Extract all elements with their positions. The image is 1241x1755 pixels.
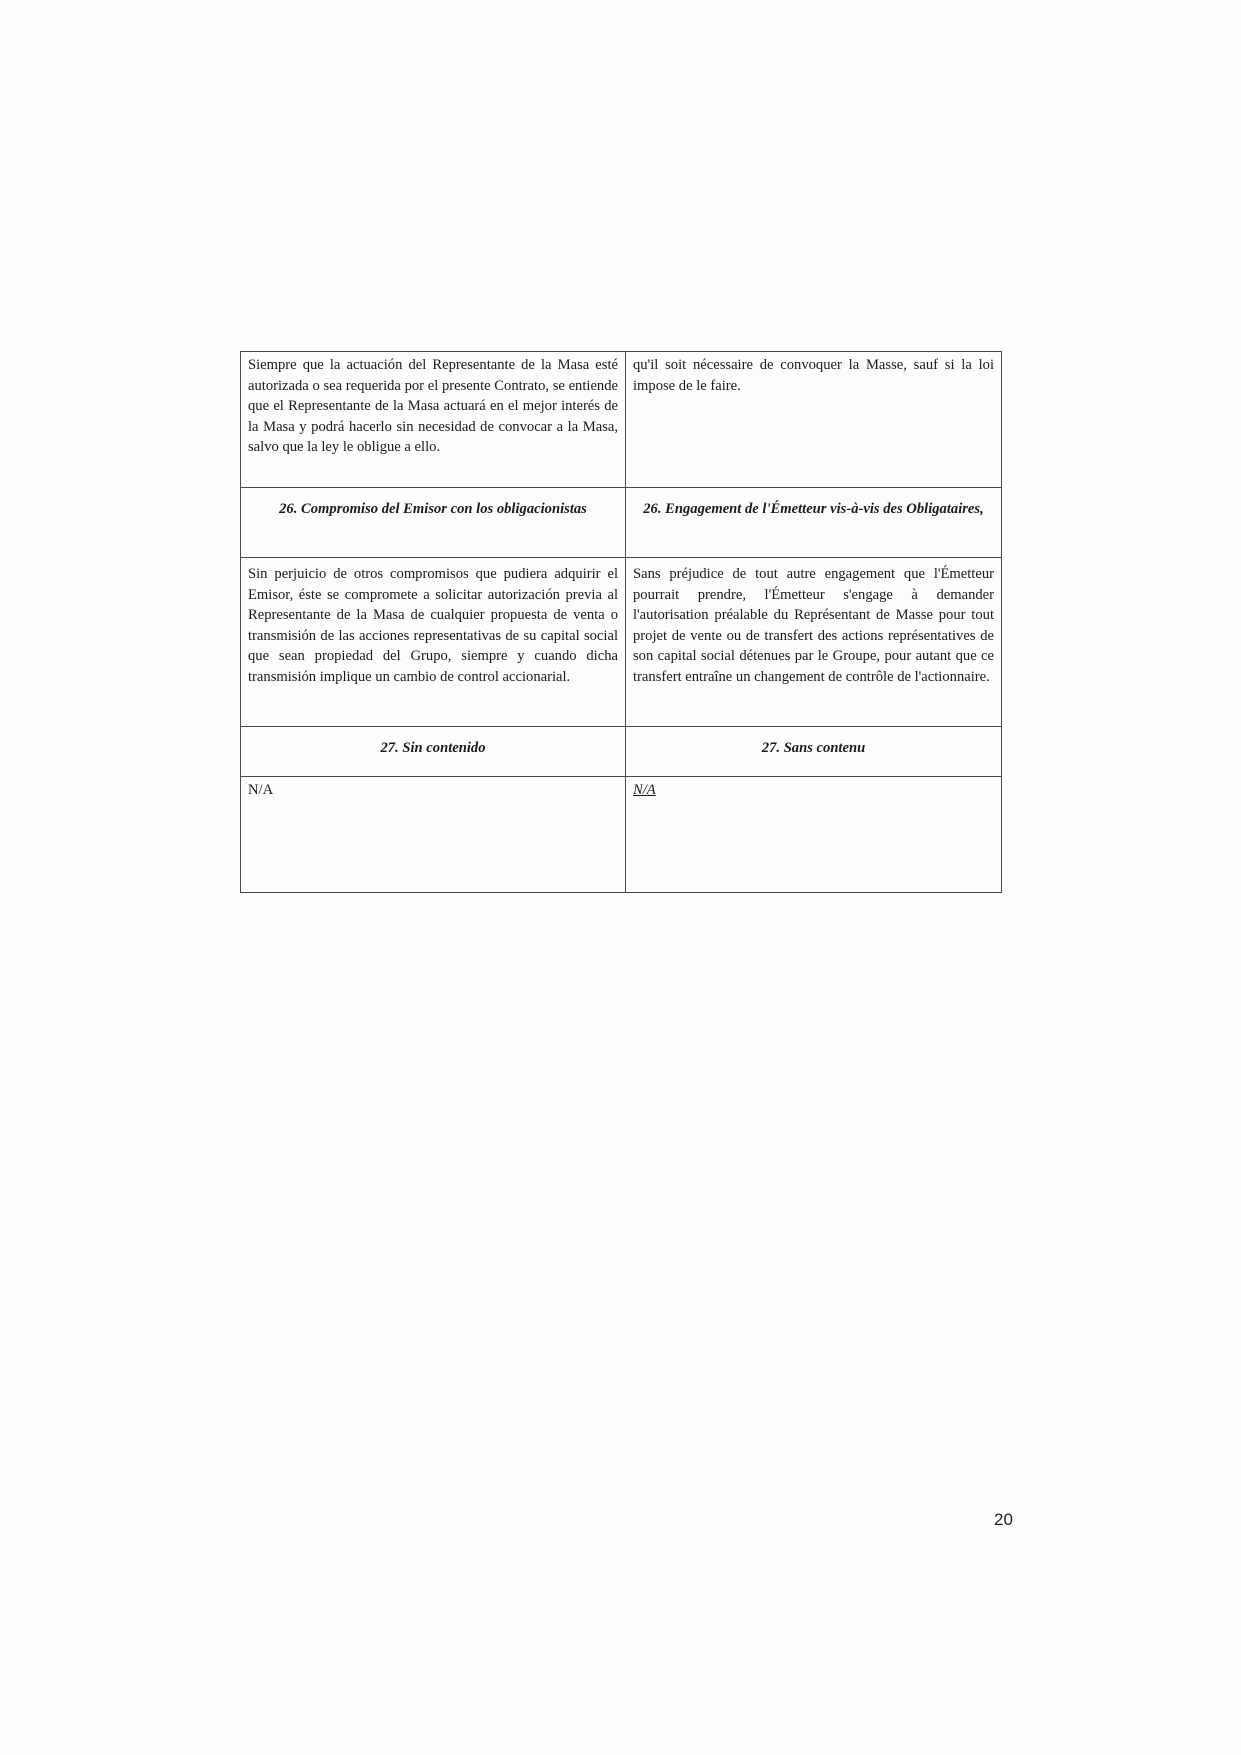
spanish-cell: Sin perjuicio de otros compromisos que pudiera adquirir el Emisor, éste se compromete a solicitar autorización previa al Representante de la Masa de cualquier propuesta de venta o transmisión de las acciones representativas de su capital social que sean propiedad del Grupo, siempre y cuando dicha transmisión implique un cambio de control accionarial.: [241, 558, 626, 727]
table-row: [241, 727, 1002, 777]
table-row: [241, 488, 1002, 558]
spanish-cell: Siempre que la actuación del Representante de la Masa esté autorizada o sea requerida por el presente Contrato, se entiende que el Representante de la Masa actuará en el mejor interés de la Masa y podrá hacerlo sin necesidad de convocar a la Masa, salvo que la ley le obligue a ello.: [241, 352, 626, 488]
section-26-heading-fr: 26. Engagement de l'Émetteur vis-à-vis des Obligataires,: [626, 488, 1002, 558]
table-row: [241, 352, 1002, 488]
na-value-fr: N/A: [633, 782, 656, 798]
french-cell: [626, 777, 1002, 893]
spanish-cell: N/A: [241, 777, 626, 893]
french-cell: Sans préjudice de tout autre engagement que l'Émetteur pourrait prendre, l'Émetteur s'engage à demander l'autorisation préalable du Représentant de Masse pour tout projet de vente ou de transfert des actions représentatives de son capital social détenues par le Groupe, pour autant que ce transfert entraîne un changement de contrôle de l'actionnaire.: [626, 558, 1002, 727]
section-27-heading-fr: 27. Sans contenu: [626, 727, 1002, 777]
french-cell: qu'il soit nécessaire de convoquer la Masse, sauf si la loi impose de le faire.: [626, 352, 1002, 488]
bilingual-clause-table: [240, 351, 1002, 893]
table-row: [241, 558, 1002, 727]
section-26-heading-es: 26. Compromiso del Emisor con los obligacionistas: [241, 488, 626, 558]
page-number: 20: [994, 1510, 1013, 1529]
section-27-heading-es: 27. Sin contenido: [241, 727, 626, 777]
table-row: [241, 777, 1002, 893]
